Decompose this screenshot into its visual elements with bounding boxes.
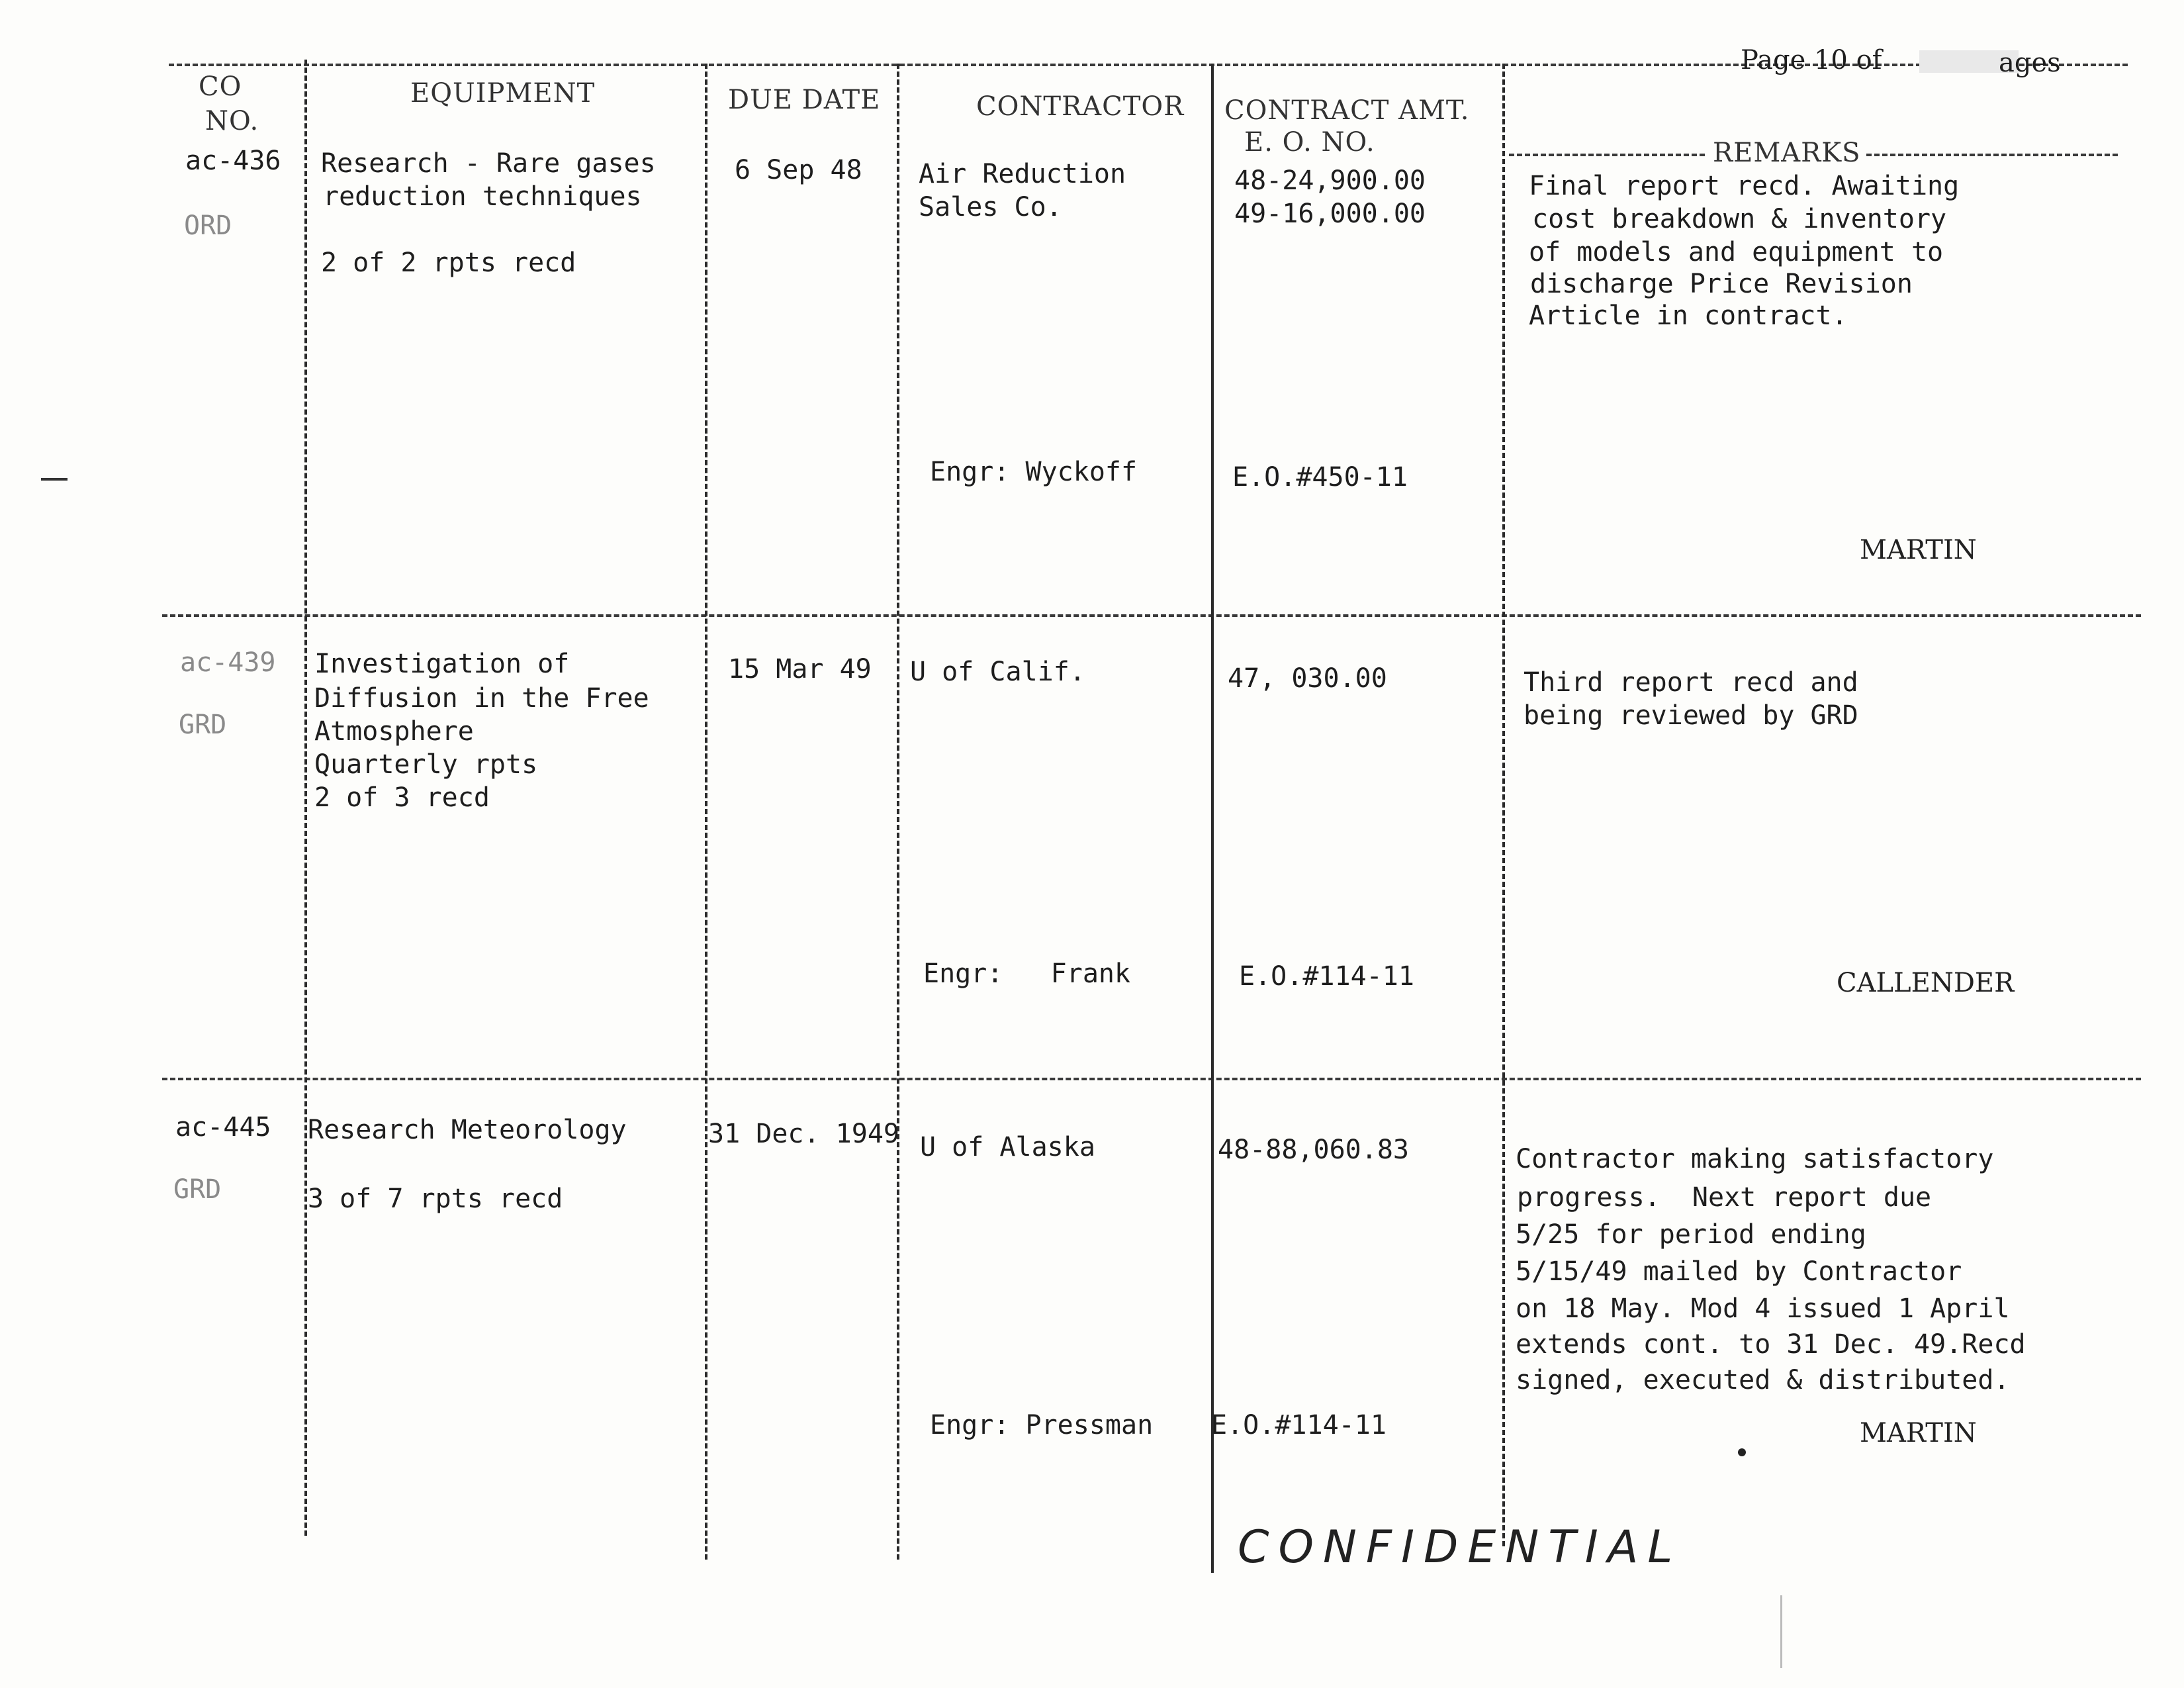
remarks-line: discharge Price Revision bbox=[1530, 269, 1913, 299]
remarks-line: of models and equipment to bbox=[1529, 237, 1944, 267]
equipment-line: 3 of 7 rpts recd bbox=[308, 1184, 563, 1214]
ink-dot bbox=[1738, 1448, 1746, 1456]
engineer: Engr: Pressman bbox=[930, 1410, 1154, 1440]
engineer: Engr: Frank bbox=[923, 959, 1131, 989]
contractor-name: Air Reduction bbox=[919, 159, 1126, 189]
column-divider-1 bbox=[304, 60, 307, 1536]
remarks-line: signed, executed & distributed. bbox=[1516, 1365, 2010, 1395]
remarks-line: 5/25 for period ending bbox=[1516, 1219, 1866, 1250]
equipment-line: Research - Rare gases bbox=[321, 148, 656, 179]
header-due-date: DUE DATE bbox=[728, 85, 881, 115]
header-equipment: EQUIPMENT bbox=[410, 78, 596, 109]
equipment-line: 2 of 2 rpts recd bbox=[321, 248, 576, 278]
contract-amount: 49-16,000.00 bbox=[1234, 199, 1426, 229]
equipment-line: reduction techniques bbox=[323, 181, 642, 212]
equipment-line: Research Meteorology bbox=[308, 1115, 627, 1145]
header-co: CO bbox=[199, 71, 242, 102]
remarks-line: extends cont. to 31 Dec. 49.Recd bbox=[1516, 1329, 2026, 1360]
remarks-line: Article in contract. bbox=[1529, 301, 1848, 331]
remarks-line: Third report recd and bbox=[1524, 667, 1858, 698]
agency-code: GRD bbox=[179, 710, 227, 740]
remarks-line: on 18 May. Mod 4 issued 1 April bbox=[1516, 1293, 2010, 1324]
agency-code: GRD bbox=[173, 1174, 222, 1205]
header-contract-amt: CONTRACT AMT. bbox=[1224, 95, 1470, 126]
co-number: ac-439 bbox=[180, 647, 276, 678]
remarks-line: 5/15/49 mailed by Contractor bbox=[1516, 1256, 1962, 1287]
contractor-name: U of Alaska bbox=[920, 1132, 1095, 1162]
contract-amount: 48-24,900.00 bbox=[1234, 165, 1426, 196]
equipment-line: Quarterly rpts bbox=[314, 749, 538, 780]
column-divider-3 bbox=[897, 64, 899, 1560]
page-number-prefix: Page 10 of bbox=[1741, 45, 1882, 75]
equipment-line: Atmosphere bbox=[314, 716, 474, 747]
signer: CALLENDER bbox=[1837, 968, 2015, 998]
confidential-stamp: CONFIDENTIAL bbox=[1238, 1521, 1682, 1573]
header-eo-no: E. O. NO. bbox=[1244, 127, 1375, 158]
due-date: 15 Mar 49 bbox=[728, 654, 872, 684]
contractor-name: Sales Co. bbox=[919, 192, 1062, 222]
header-contractor: CONTRACTOR bbox=[976, 91, 1185, 122]
margin-rule-fragment bbox=[1780, 1595, 1782, 1668]
row-divider-1 bbox=[162, 614, 2141, 617]
column-divider-2 bbox=[705, 64, 707, 1560]
contract-amount: 47, 030.00 bbox=[1228, 663, 1387, 694]
co-number: ac-436 bbox=[185, 146, 281, 176]
contractor-name: U of Calif. bbox=[910, 657, 1085, 687]
co-number: ac-445 bbox=[175, 1112, 271, 1143]
remarks-line: cost breakdown & inventory bbox=[1532, 204, 1947, 234]
margin-tick-mark bbox=[41, 478, 68, 481]
equipment-line: Diffusion in the Free bbox=[314, 683, 649, 714]
due-date: 31 Dec. 1949 bbox=[708, 1119, 899, 1149]
equipment-line: Investigation of bbox=[314, 649, 570, 679]
contract-amount: 48-88,060.83 bbox=[1218, 1135, 1409, 1165]
header-remarks: REMARKS bbox=[1707, 138, 1866, 168]
remarks-line: being reviewed by GRD bbox=[1524, 700, 1858, 731]
agency-code: ORD bbox=[184, 211, 232, 241]
signer: MARTIN bbox=[1860, 535, 1977, 565]
header-no: NO. bbox=[205, 106, 259, 136]
remarks-line: Contractor making satisfactory bbox=[1516, 1144, 1994, 1174]
signer: MARTIN bbox=[1860, 1418, 1977, 1448]
row-divider-2 bbox=[162, 1078, 2141, 1080]
due-date: 6 Sep 48 bbox=[735, 155, 862, 185]
column-divider-4 bbox=[1211, 64, 1214, 1573]
page-number-suffix: ages bbox=[1999, 48, 2061, 78]
eo-number: E.O.#450-11 bbox=[1232, 462, 1408, 492]
remarks-line: Final report recd. Awaiting bbox=[1529, 171, 1960, 201]
remarks-line: progress. Next report due bbox=[1517, 1182, 1932, 1213]
eo-number: E.O.#114-11 bbox=[1211, 1410, 1387, 1440]
engineer: Engr: Wyckoff bbox=[930, 457, 1138, 487]
column-divider-5 bbox=[1502, 64, 1505, 1546]
eo-number: E.O.#114-11 bbox=[1239, 961, 1414, 992]
equipment-line: 2 of 3 recd bbox=[314, 782, 490, 813]
